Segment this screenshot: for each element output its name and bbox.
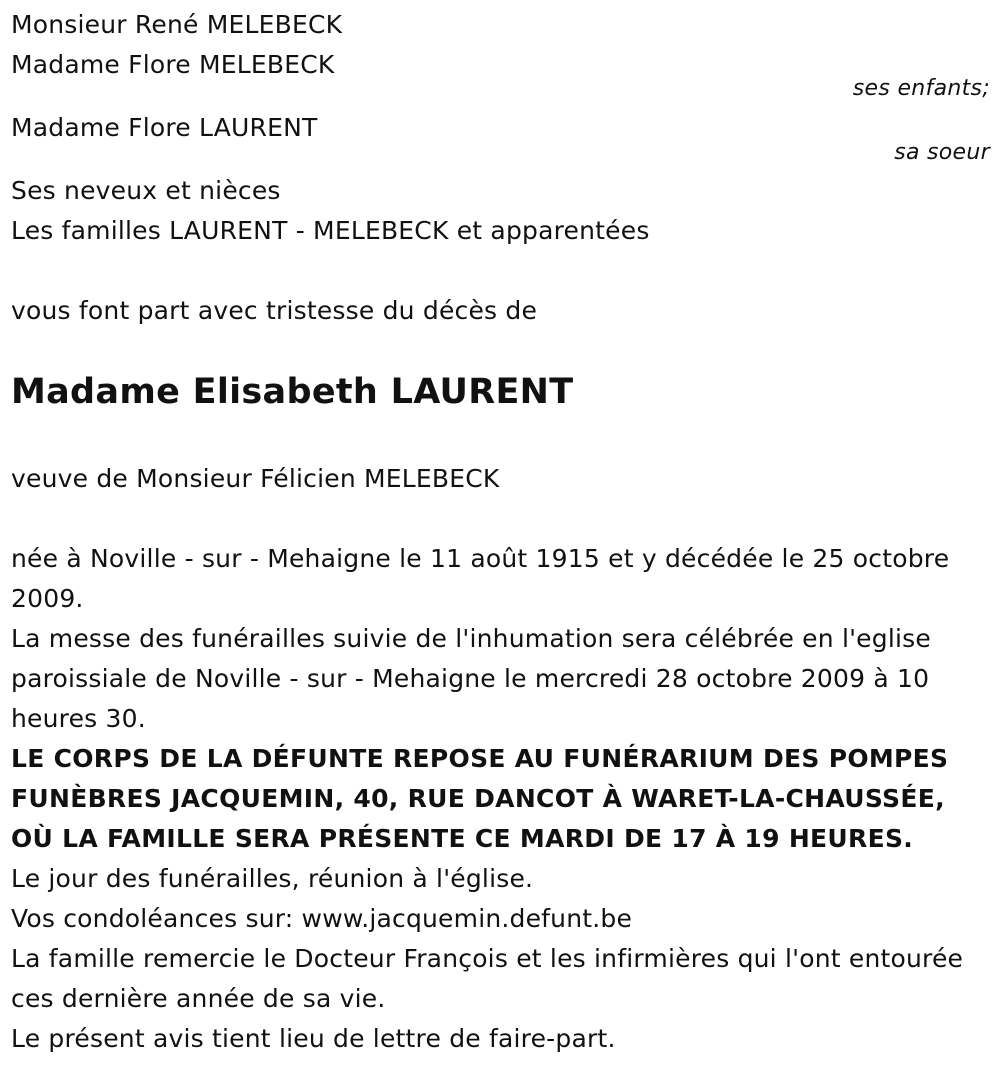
family-member-flore-melebeck: Madame Flore MELEBECK	[11, 50, 335, 79]
family-nephews-nieces: Ses neveux et nièces	[11, 176, 281, 205]
meeting-text: Le jour des funérailles, réunion à l'église.	[11, 864, 534, 893]
family-member-rene: Monsieur René MELEBECK	[11, 10, 343, 39]
announcement-text: vous font part avec tristesse du décès de	[11, 296, 538, 325]
condolences-text: Vos condoléances sur: www.jacquemin.defunt.be	[11, 904, 633, 933]
notice-text: Le présent avis tient lieu de lettre de faire-part.	[11, 1024, 616, 1053]
family-relatives: Les familles LAURENT - MELEBECK et apparentées	[11, 216, 650, 245]
relation-sister: sa soeur	[894, 140, 990, 165]
ceremony-text: La messe des funérailles suivie de l'inhumation sera célébrée en l'eglise paroissiale de Noville - sur - Mehaigne le mercredi 28 octobre 2009 à 10 heures 30.	[11, 624, 931, 733]
deceased-name: Madame Elisabeth LAURENT	[11, 372, 574, 412]
family-member-flore-laurent: Madame Flore LAURENT	[11, 113, 318, 142]
relation-children: ses enfants;	[852, 76, 990, 101]
widow-of-text: veuve de Monsieur Félicien MELEBECK	[11, 464, 500, 493]
thanks-text: La famille remercie le Docteur François et les infirmières qui l'ont entourée ces dernière année de sa vie.	[11, 944, 964, 1013]
birth-death-text: née à Noville - sur - Mehaigne le 11 août 1915 et y décédée le 25 octobre 2009.	[11, 544, 950, 613]
funerarium-text: LE CORPS DE LA DÉFUNTE REPOSE AU FUNÉRARIUM DES POMPES FUNÈBRES JACQUEMIN, 40, RUE DANCOT À WARET-LA-CHAUSSÉE, OÙ LA FAMILLE SERA PRÉSENTE CE MARDI DE 17 À 19 HEURES.	[11, 744, 949, 853]
